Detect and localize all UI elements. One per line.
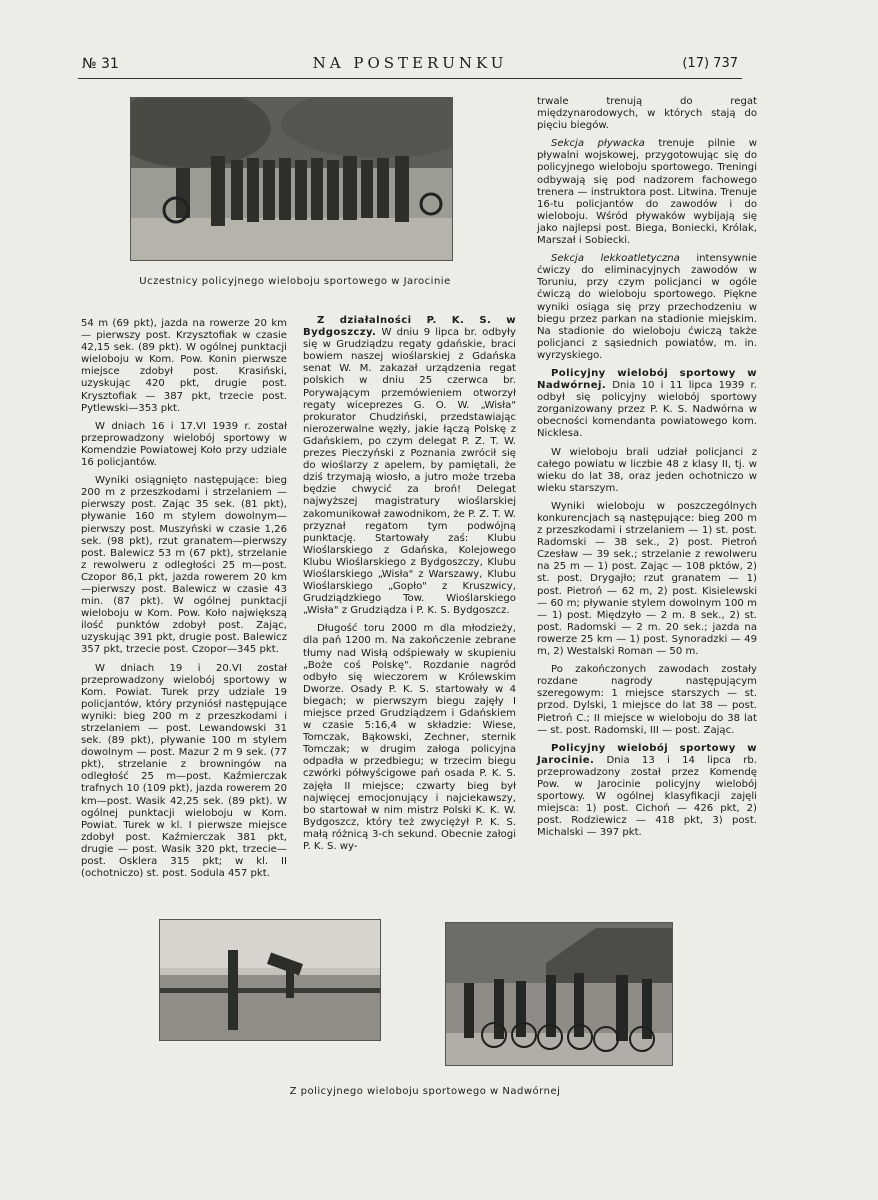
page-header [78, 52, 742, 79]
section-heading-nadworna: Policyjny wielobój sportowy w Nadwórnej. [537, 367, 757, 392]
top-photo-caption: Uczestnicy policyjnego wieloboju sportowego w Jarocinie [139, 276, 451, 287]
section-heading-bydgoszcz: Z działalności P. K. S. w Bydgoszczy. [303, 315, 516, 339]
col3-paragraph-2: intensywnie ćwiczy do eliminacyjnych zawodów w Toruniu, przy czym policjanci w ogóle ćwiczą do wieloboju sportowego. Piękne wyniki osiąga się przy przechodzeniu w biegu przez parkan na stadionie miejskim. Na stadionie do wieloboju ćwiczą także policjanci z sąsiednich powiatów, m. in. wyrzyskiego. [537, 253, 757, 361]
col1-paragraph-3: Wyniki osiągnięto następujące: bieg 200 m z przeszkodami i strzelaniem — pierwszy post. Zając 35 sek. (81 pkt), pływanie 160 m stylem dowolnym—pierwszy post. Muszyński w czasie 1,26 sek. (98 pkt), rzut granatem—pierwszy post. Balewicz 53 m (67 pkt), strzelanie z rewolweru z odległości 25 m—post. Czopor 86,1 pkt, jazda rowerem 20 km—pierwszy post. Balewicz w czasie 43 min. (87 pkt). W ogólnej punktacji wieloboju w Kom. Pow. Koło największą ilość punktów zdobył post. Zając, uzyskując 391 pkt, drugie post. Balewicz 357 pkt, trzecie post. Czopor—345 pkt. [81, 475, 287, 656]
col2-paragraph-1: W dniu 9 lipca br. odbyły się w Grudziądzu regaty gdańskie, braci bowiem naszej wioślarskiej z Gdańska senat W. M. zakazał urządzenia regat polskich w dniu 25 czerwca br. Porywającym przemówieniem otworzył regaty wiceprezes G. O. W. „Wisła" prokurator Chudziński, przedstawiając nierozerwalne węzły, jakie łączą Polskę z Gdańskiem, po czym delegat P. Z. T. W. prezes Pieczyński z Poznania zwrócił się do wioślarzy z apelem, by pamiętali, że dziś trzymają wiosło, a jutro może trzeba będzie chwycić za broń! Delegat najwyższej magistratury wioślarskiej zakomunikował zawodnikom, że P. Z. T. W. przyznał regatom tym podwójną punktację. Startowały zaś: Klubu Wioślarskiego z Gdańska, Kolejowego Klubu Wioślarskiego z Bydgoszczy, Klubu Wioślarskiego „Wisła" z Warszawy, Klubu Wioślarskiego „Gopło" z Kruszwicy, Grudziądzkiego Tow. Wioślarskiego „Wisła" z Grudziądza i P. K. S. Bydgoszcz. [303, 327, 516, 617]
col2-paragraph-2: Długość toru 2000 m dla młodzieży, dla pań 1200 m. Na zakończenie zebrane tłumy nad Wisłą odśpiewały w skupieniu „Boże coś Polskę". Rozdanie nagród odbyło się wieczorem w Królewskim Dworze. Osady P. K. S. startowały w 4 biegach; w pierwszym biegu zajęły I miejsce przed Grudziądzem i Gdańskiem w czasie 5:16,4 w składzie: Wiese, Tomczak, Bąkowski, Zechner, sternik Tomczak; w drugim załoga policyjna odpadła w przedbiegu; w trzecim biegu czwórki półwyścigowe pań osada P. K. S. zajęła II miejsce; czwarty bieg był najwięcej emocjonujący i najciekawszy, bo startował w nim mistrz Polski K. K. W. Bydgoszcz, który też zwyciężył P. K. S. małą różnicą 3-ch sekund. Obecnie załogi P. K. S. wy- [303, 623, 516, 853]
col3-paragraph-0: trwale trenują do regat międzynarodowych, w których stają do pięciu biegów. [537, 96, 757, 132]
col1-paragraph-2: W dniach 16 i 17.VI 1939 r. został przeprowadzony wielobój sportowy w Komendzie Powiatowej Koło przy udziale 16 policjantów. [81, 420, 287, 469]
col3-paragraph-1: trenuje pilnie w pływalni wojskowej, przygotowując się do policyjnego wieloboju sportowego. Treningi odbywają się pod nadzorem fachowego trenera — instruktora post. Litwina. Trenuje 16-tu policjantów do zawodów i do wieloboju. Wśród pływaków wybijają się jako najlepsi post. Biega, Boniecki, Królak, Marszał i Sobiecki. [537, 138, 757, 247]
column-1 [81, 318, 287, 880]
issue-number: № 31 [82, 56, 119, 72]
hurdle-photo [159, 919, 381, 1041]
col1-paragraph-4: W dniach 19 i 20.VI został przeprowadzony wielobój sportowy w Kom. Powiat. Turek przy udziale 19 policjantów, który przyniósł następujące wyniki: bieg 200 m z przeszkodami i strzelaniem — post. Lewandowski 31 sek. (89 pkt), pływanie 100 m stylem dowolnym — post. Mazur 2 m 9 sek. (77 pkt), strzelanie z browningów na odległość 25 m—post. Kaźmierczak trafnych 10 (109 pkt), jazda rowerem 20 km—post. Wasik 42,25 sek. (89 pkt). W ogólnej punktacji wieloboju w Kom. Powiat. Turek w kl. I pierwsze miejsce zdobył post. Kaźmierczak 381 pkt, drugie — post. Wasik 320 pkt, trzecie—post. Osklera 315 pkt; w kl. II (ochotniczo) st. post. Sodula 457 pkt. [81, 662, 287, 880]
col3-paragraph-5: Wyniki wieloboju w poszczególnych konkurencjach są następujące: bieg 200 m z przeszkodami i strzelaniem — 1) st. post. Radomski — 38 sek., 2) post. Pietroń Czesław — 39 sek.; strzelanie z rewolweru na 25 m — 1) post. Zając — 108 pktów, 2) st. post. Drygajło; rzut granatem — 1) post. Pietroń — 62 m, 2) post. Kisielewski — 60 m; pływanie stylem dowolnym 100 m — 1) post. Międzyło — 2 m. 8 sek., 2) st. post. Radomski — 2 m. 20 sek.; jazda na rowerze 25 km — 1) post. Synoradzki — 49 m, 2) Westalski Roman — 50 m. [537, 500, 757, 658]
athletics-section-lead: Sekcja lekkoatletyczna [551, 253, 680, 265]
bottom-photo-caption: Z policyjnego wieloboju sportowego w Nadwórnej [289, 1086, 561, 1097]
col3-paragraph-6: Po zakończonych zawodach zostały rozdane nagrody następującym szeregowym: 1 miejsce starszych — st. przod. Dylski, 1 miejsce do lat 38 — post. Pietroń C.; II miejsce w wieloboju do 38 lat — st. post. Radomski, III — post. Zając. [537, 664, 757, 736]
group-photo [130, 97, 453, 261]
page-number: (17) 737 [682, 56, 738, 71]
column-3 [537, 96, 757, 839]
magazine-title: NA POSTERUNKU [312, 54, 508, 72]
col3-paragraph-3: Dnia 10 i 11 lipca 1939 r. odbył się policyjny wielobój sportowy zorganizowany przez P. K. S. Nadwórna w obecności komendanta powiatowego kom. Nicklesa. [537, 380, 757, 440]
cyclists-photo [445, 922, 673, 1066]
col3-paragraph-4: W wieloboju brali udział policjanci z całego powiatu w liczbie 48 z klasy II, tj. w wieku do lat 38, oraz jeden ochotniczo w wieku starszym. [537, 446, 757, 494]
section-heading-jarocin: Policyjny wielobój sportowy w Jarocinie. [537, 742, 757, 766]
col3-paragraph-7: Dnia 13 i 14 lipca rb. przeprowadzony został przez Komendę Pow. w Jarocinie policyjny wielobój sportowy. W ogólnej klasyfikacji zajęli miejsca: 1) post. Cichoń — 426 pkt, 2) post. Rodziewicz — 418 pkt, 3) post. Michalski — 397 pkt. [537, 754, 757, 839]
col1-paragraph-1: 54 m (69 pkt), jazda na rowerze 20 km — pierwszy post. Krzysztofiak w czasie 42,15 sek. (89 pkt). W ogólnej punktacji wieloboju w Kom. Pow. Konin pierwsze miejsce zdobył post. Krasiński, uzyskując 420 pkt, drugie post. Krysztofiak — 387 pkt, trzecie post. Pytlewski—353 pkt. [81, 318, 287, 414]
swimming-section-lead: Sekcja pływacka [551, 138, 645, 150]
column-2 [303, 315, 516, 853]
